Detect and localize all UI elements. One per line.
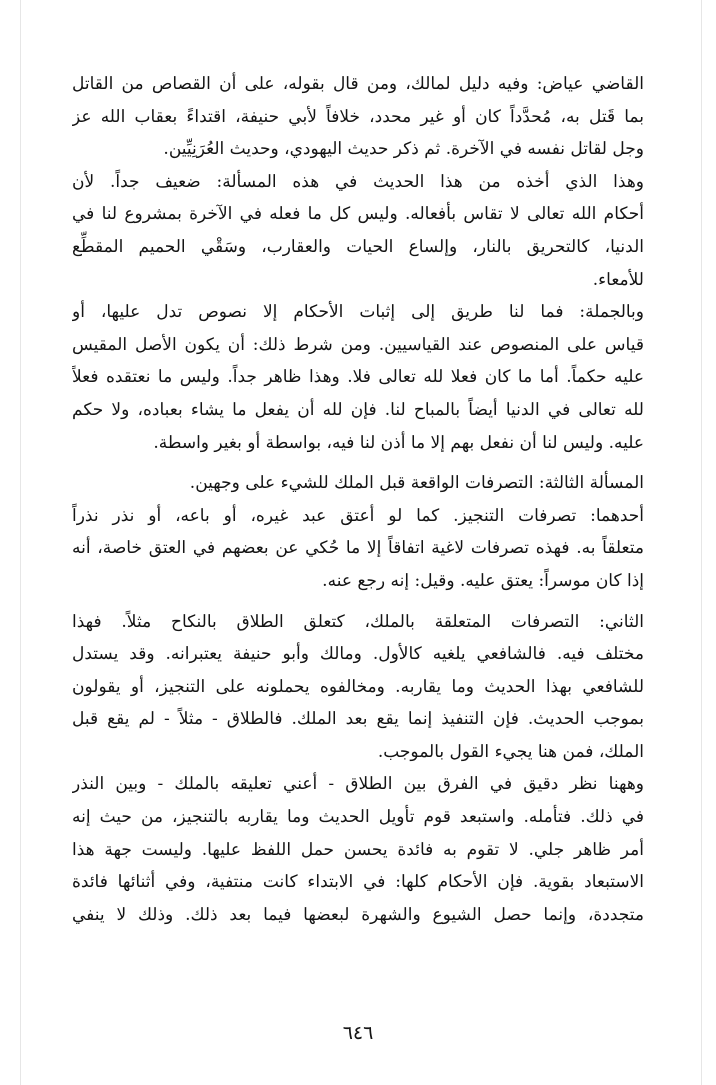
page-number: ٦٤٦ bbox=[342, 1022, 374, 1044]
text-line: الملك، فمن هنا يجيء القول بالموجب. bbox=[377, 741, 644, 762]
text-line: بموجب الحديث. فإن التنفيذ إنما يقع بعد الملك. فالطلاق - مثلاً - لم يقع قبل bbox=[72, 709, 644, 730]
body-text bbox=[72, 68, 644, 931]
text-line: عليه. وليس لنا أن نفعل بهم إلا ما أذن لنا فيه، بواسطة أو بغير واسطة. bbox=[153, 432, 644, 453]
paragraph bbox=[72, 768, 644, 931]
scan-edge-right bbox=[701, 0, 702, 1085]
text-line: القاضي عياض: وفيه دليل لمالك، ومن قال بقوله، على أن القصاص من القاتل bbox=[72, 74, 644, 94]
text-line: لله تعالى في الدنيا أيضاً بالمباح لنا. فإن لله أن يفعل ما يشاء بعباده، ولا حكم bbox=[72, 399, 644, 420]
text-line: وجل لقاتل نفسه في الآخرة. ثم ذكر حديث اليهودي، وحديث العُرَنِيِّين. bbox=[163, 139, 644, 160]
text-line: وههنا نظر دقيق في الفرق بين الطلاق - أعني تعليقه بالملك - وبين النذر bbox=[72, 774, 644, 795]
paragraph bbox=[72, 296, 644, 459]
text-line: للأمعاء. bbox=[592, 269, 644, 290]
text-line: إذا كان موسراً: يعتق عليه. وقيل: إنه رجع عنه. bbox=[322, 570, 644, 591]
text-line: في ذلك. فتأمله. واستبعد قوم تأويل الحديث وما يقاربه بالتنجيز، من حيث إنه bbox=[72, 807, 644, 828]
text-line: بما قَتل به، مُحدَّداً كان أو غير محدد، خلافاً لأبي حنيفة، اقتداءً بعقاب الله عز bbox=[72, 106, 644, 127]
text-line: وبالجملة: فما لنا طريق إلى إثبات الأحكام إلا نصوص تدل عليها، أو bbox=[72, 302, 644, 323]
text-line: متعلقاً به. فهذه تصرفات لاغية اتفاقاً إلا ما حُكي عن بعضهم في العتق خاصة، أنه bbox=[72, 538, 644, 559]
scan-edge-left bbox=[20, 0, 21, 1085]
paragraph bbox=[72, 500, 644, 598]
text-line: أحدهما: تصرفات التنجيز. كما لو أعتق عبد غيره، أو باعه، أو نذر نذراً bbox=[72, 505, 644, 526]
text-line: الثاني: التصرفات المتعلقة بالملك، كتعلق الطلاق بالنكاح مثلاً. فهذا bbox=[72, 611, 644, 632]
text-line: مختلف فيه. فالشافعي يلغيه كالأول. ومالك وأبو حنيفة يعتبرانه. وقد يستدل bbox=[72, 644, 644, 665]
paragraph bbox=[72, 606, 644, 769]
text-line: أمر ظاهر جلي. لا تقوم به فائدة يحسن حمل اللفظ عليها. وليست جهة هذا bbox=[72, 839, 644, 860]
text-line: الاستبعاد بقوية. فإن الأحكام كلها: في الابتداء كانت منتفية، وفي أثنائها فائدة bbox=[72, 872, 644, 893]
paragraph bbox=[72, 166, 644, 296]
text-line: الدنيا، كالتحريق بالنار، وإلساع الحيات والعقارب، وسَقْي الحميم المقطِّع bbox=[72, 236, 644, 257]
text-line: للشافعي بهذا الحديث وما يقاربه. ومخالفوه يحملونه على التنجيز، أو يقولون bbox=[72, 676, 644, 697]
text-line: عليه حكماً. أما ما كان فعلا لله تعالى فلا. وهذا ظاهر جداً. وليس ما نعتقده فعلاً bbox=[72, 367, 644, 388]
paragraph bbox=[72, 467, 644, 500]
text-line: المسألة الثالثة: التصرفات الواقعة قبل الملك للشيء على وجهين. bbox=[189, 473, 644, 494]
paragraph-gap bbox=[72, 598, 644, 606]
text-line: وهذا الذي أخذه من هذا الحديث في هذه المسألة: ضعيف جداً. لأن bbox=[72, 171, 644, 192]
text-line: أحكام الله تعالى لا تقاس بأفعاله. وليس كل ما فعله في الآخرة بمشروع لنا في bbox=[72, 204, 644, 225]
text-line: قياس على المنصوص عند القياسيين. ومن شرط ذلك: أن يكون الأصل المقيس bbox=[72, 334, 644, 355]
paragraph-gap bbox=[72, 459, 644, 467]
paragraph bbox=[72, 68, 644, 166]
text-line: متجددة، وإنما حصل الشيوع والشهرة لبعضها فيما بعد ذلك. وذلك لا ينفي bbox=[72, 904, 644, 925]
